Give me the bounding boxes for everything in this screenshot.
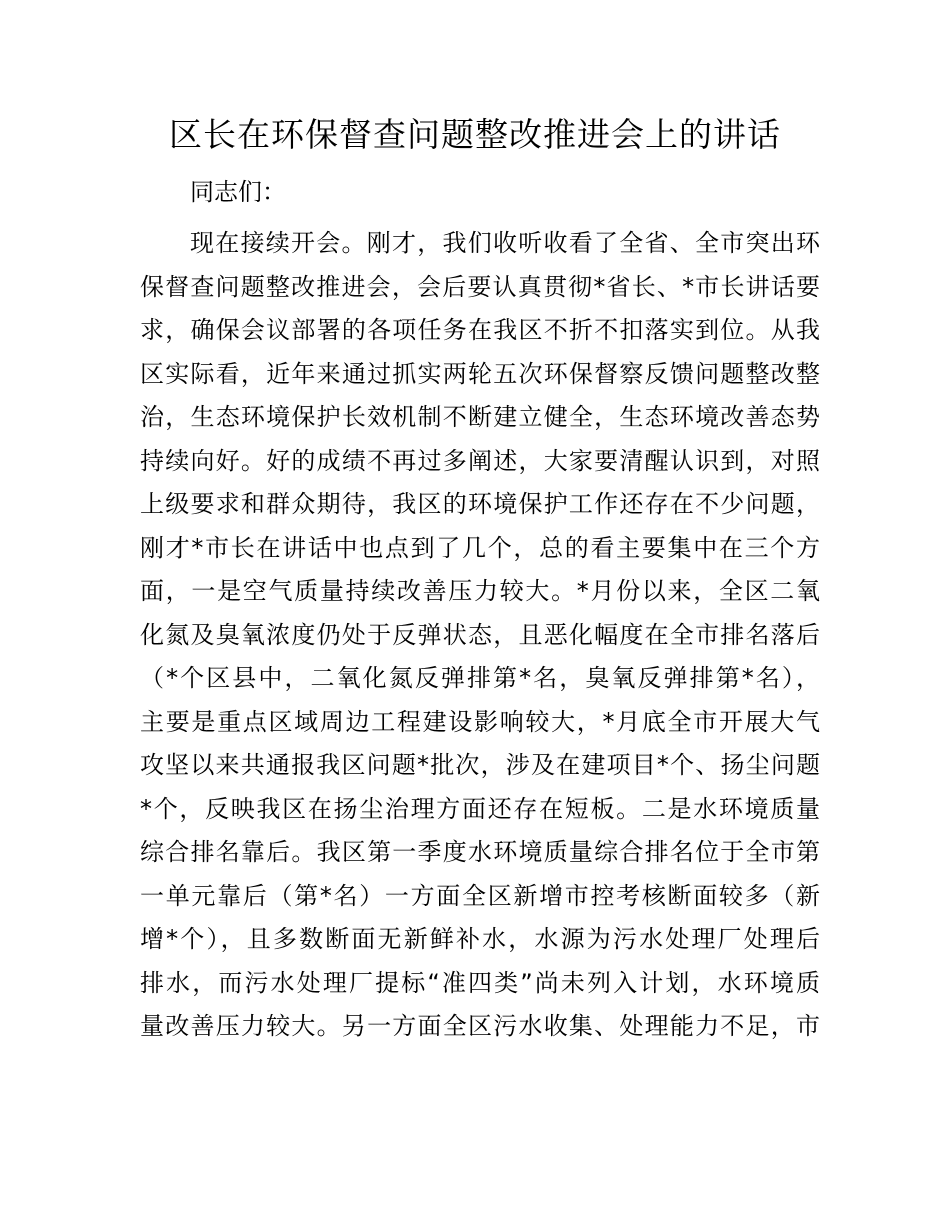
body-line: 一单元靠后（第*名）一方面全区新增市控考核断面较多（新 <box>140 881 820 910</box>
body-line: 治，生态环境保护长效机制不断建立健全，生态环境改善态势 <box>140 403 820 431</box>
body-line: 化氮及臭氧浓度仍处于反弹状态，且恶化幅度在全市排名落后 <box>140 620 820 649</box>
document-title: 区长在环保督查问题整改推进会上的讲话 <box>169 115 781 154</box>
body-line: 上级要求和群众期待，我区的环境保护工作还存在不少问题， <box>140 490 820 518</box>
body-line: 主要是重点区域周边工程建设影响较大，*月底全市开展大气 <box>140 707 820 736</box>
body-line: （*个区县中，二氧化氮反弹排第*名，臭氧反弹排第*名）， <box>140 664 820 692</box>
body-line: 面，一是空气质量持续改善压力较大。*月份以来，全区二氧 <box>140 577 820 605</box>
salutation: 同志们： <box>190 178 286 206</box>
body-line: 刚才*市长在讲话中也点到了几个，总的看主要集中在三个方 <box>140 533 820 562</box>
body-line: 求，确保会议部署的各项任务在我区不折不扣落实到位。从我 <box>140 316 820 344</box>
body-line: 攻坚以来共通报我区问题*批次，涉及在建项目*个、扬尘问题 <box>140 751 820 779</box>
body-line: 持续向好。好的成绩不再过多阐述，大家要清醒认识到，对照 <box>140 446 820 475</box>
body-line: 量改善压力较大。另一方面全区污水收集、处理能力不足，市 <box>140 1012 820 1040</box>
body-line: 综合排名靠后。我区第一季度水环境质量综合排名位于全市第 <box>140 838 820 866</box>
body-line: *个，反映我区在扬尘治理方面还存在短板。二是水环境质量 <box>140 794 820 823</box>
body-line: 排水，而污水处理厂提标“准四类”尚未列入计划，水环境质 <box>140 968 820 997</box>
body-paragraph <box>140 222 820 1049</box>
body-line: 现在接续开会。刚才，我们收听收看了全省、全市突出环 <box>190 229 820 257</box>
body-line: 增*个），且多数断面无新鲜补水，水源为污水处理厂处理后 <box>140 925 820 953</box>
body-line: 保督查问题整改推进会，会后要认真贯彻*省长、*市长讲话要 <box>140 272 820 301</box>
body-line: 区实际看，近年来通过抓实两轮五次环保督察反馈问题整改整 <box>140 359 820 388</box>
